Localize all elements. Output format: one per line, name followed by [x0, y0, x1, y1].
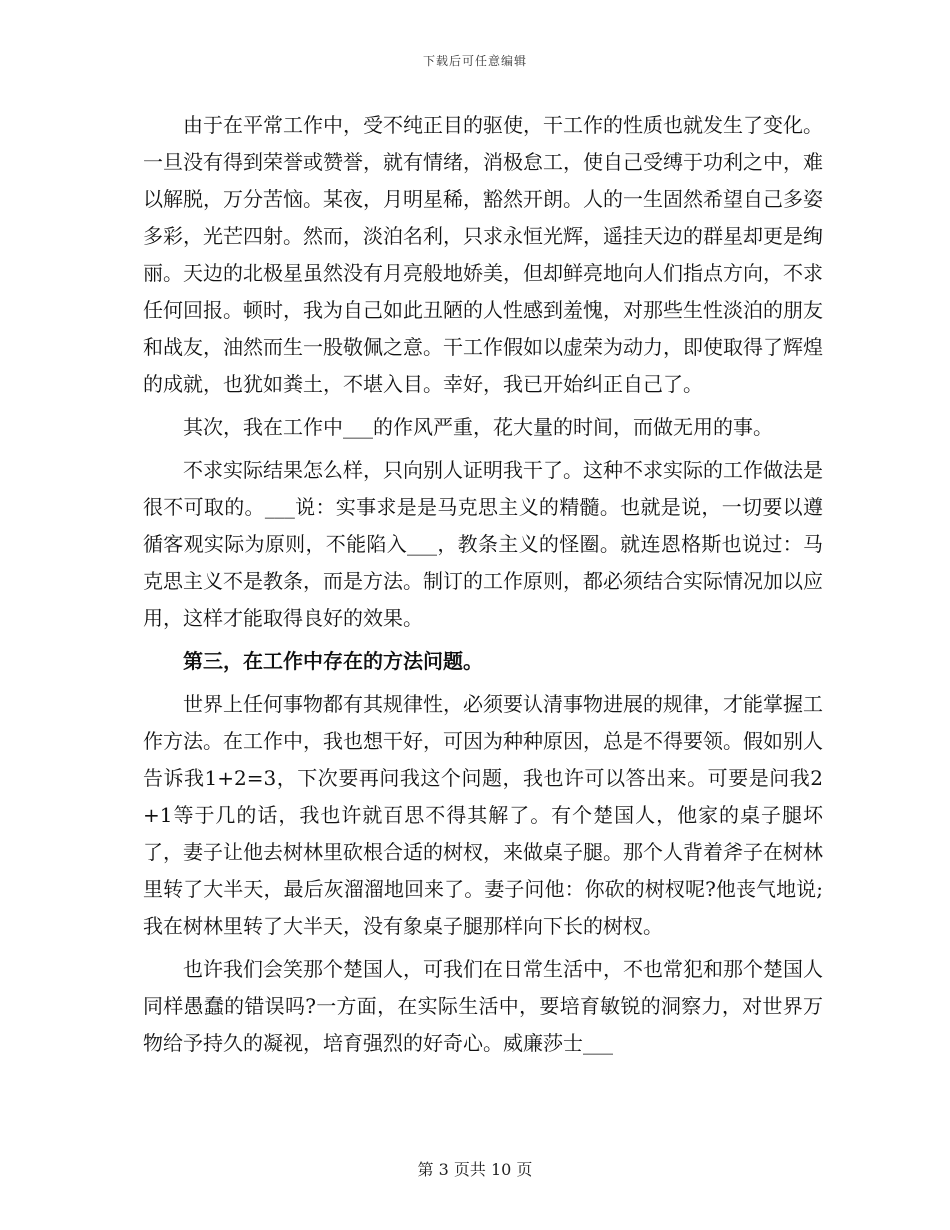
paragraph-5: 也许我们会笑那个楚国人，可我们在日常生活中，不也常犯和那个楚国人同样愚蠢的错误吗?一方面，在实际生活中，要培育敏锐的洞察力，对世界万物给予持久的凝视，培育强烈的好奇心。威廉莎士___ — [143, 957, 823, 1055]
section-heading: 第三，在工作中存在的方法问题。 — [183, 649, 483, 673]
paragraph-3: 不求实际结果怎么样，只向别人证明我干了。这种不求实际的工作做法是很不可取的。___说：实事求是是马克思主义的精髓。也就是说，一切要以遵循客观实际为原则，不能陷入___，教条主义的怪圈。就连恩格斯也说过：马克思主义不是教条，而是方法。制订的工作原则，都必须结合实际情况加以应用，这样才能取得良好的效果。 — [143, 458, 823, 630]
page-footer: 第 3 页共 10 页 — [417, 1160, 533, 1179]
paragraph-1: 由于在平常工作中，受不纯正目的驱使，干工作的性质也就发生了变化。一旦没有得到荣誉或赞誉，就有情绪，消极怠工，使自己受缚于功利之中，难以解脱，万分苦恼。某夜，月明星稀，豁然开朗。人的一生固然希望自己多姿多彩，光芒四射。然而，淡泊名利，只求永恒光辉，遥挂天边的群星却更是绚丽。天边的北极星虽然没有月亮般地娇美，但却鲜亮地向人们指点方向，不求任何回报。顿时，我为自己如此丑陋的人性感到羞愧，对那些生性淡泊的朋友和战友，油然而生一股敬佩之意。干工作假如以虚荣为动力，即使取得了辉煌的成就，也犹如粪土，不堪入目。幸好，我已开始纠正自己了。 — [143, 113, 823, 396]
document-body — [143, 107, 823, 1068]
paragraph-4: 世界上任何事物都有其规律性，必须要认清事物进展的规律，才能掌握工作方法。在工作中，我也想干好，可因为种种原因，总是不得要领。假如别人告诉我1+2=3，下次要再问我这个问题，我也许可以答出来。可要是问我2+1等于几的话，我也许就百思不得其解了。有个楚国人，他家的桌子腿坏了，妻子让他去树林里砍根合适的树杈，来做桌子腿。那个人背着斧子在树林里转了大半天，最后灰溜溜地回来了。妻子问他：你砍的树杈呢?他丧气地说;我在树林里转了大半天，没有象桌子腿那样向下长的树杈。 — [143, 692, 823, 938]
page-header: 下载后可任意编辑 — [422, 54, 527, 68]
paragraph-2: 其次，我在工作中___的作风严重，花大量的时间，而做无用的事。 — [183, 415, 773, 439]
